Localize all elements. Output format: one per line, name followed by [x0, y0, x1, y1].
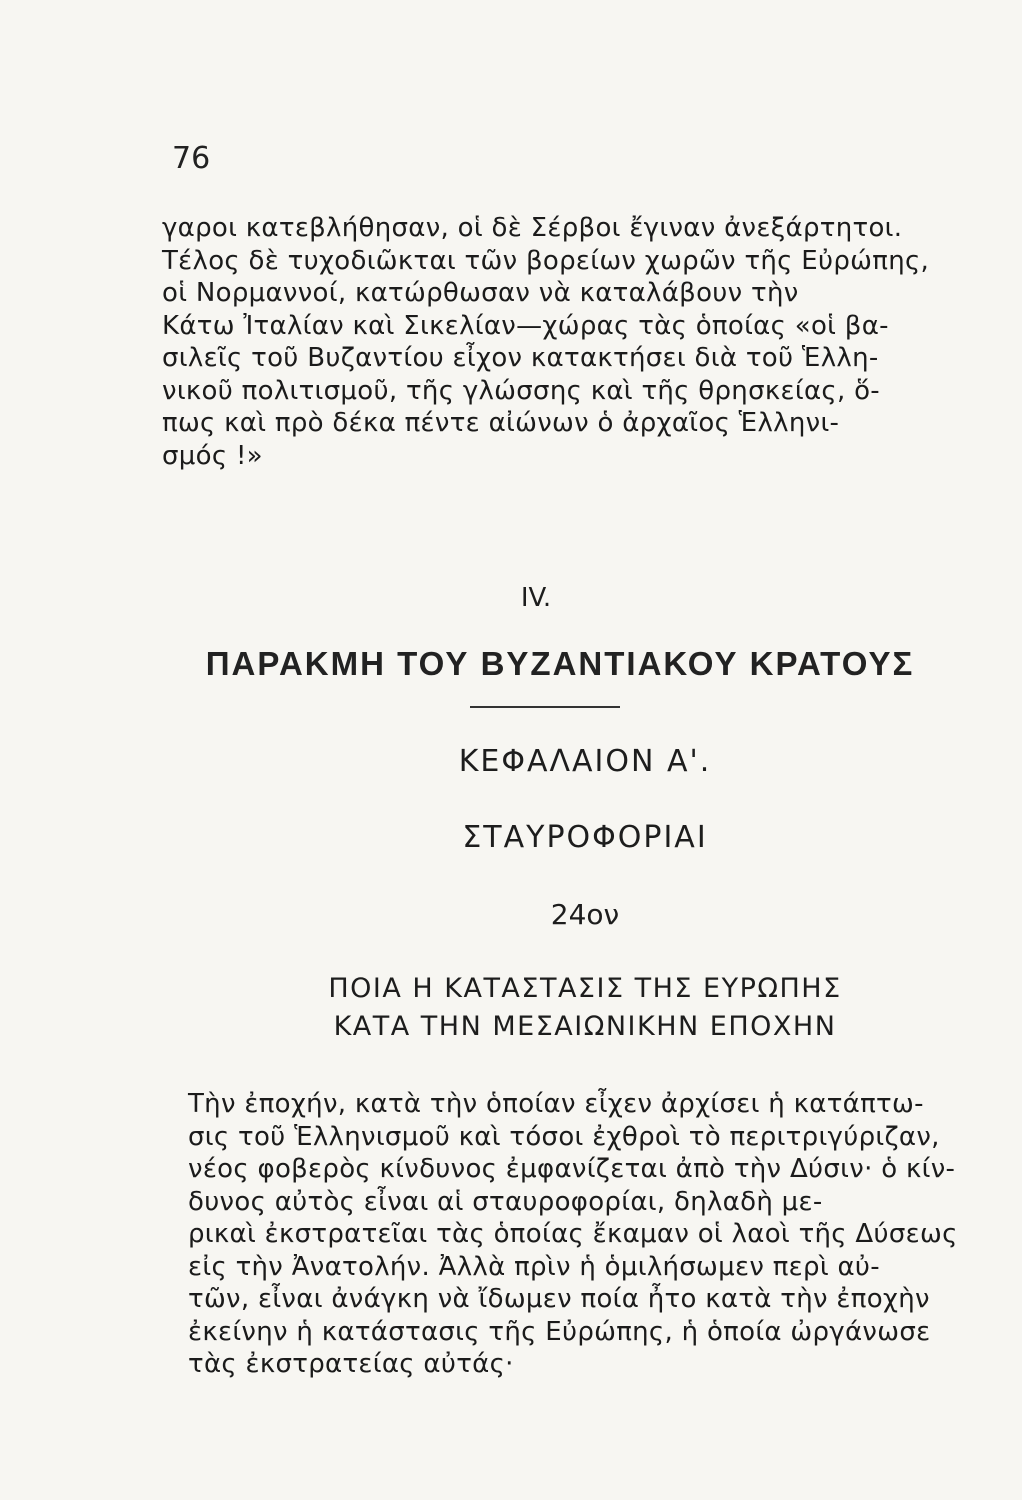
section-title	[150, 970, 1020, 1046]
text-line: εἰς τὴν Ἀνατολήν. Ἀλλὰ πρὶν ἡ ὁμιλήσωμεν περὶ αὐ-	[188, 1251, 880, 1282]
part-numeral: IV.	[520, 583, 552, 613]
text-line: σις τοῦ Ἑλληνισμοῦ καὶ τόσοι ἐχθροὶ τὸ περιτριγύριζαν,	[188, 1121, 940, 1152]
text-line: νικοῦ πολιτισμοῦ, τῆς γλώσσης καὶ τῆς θρησκείας, ὅ-	[162, 375, 880, 406]
text-line: Τὴν ἐποχήν, κατὰ τὴν ὁποίαν εἶχεν ἀρχίσει ἡ κατάπτω-	[188, 1089, 924, 1119]
title-divider	[470, 706, 620, 708]
chapter-label: ΚΕΦΑΛΑΙΟΝ Α'.	[458, 744, 712, 779]
text-line: Κάτω Ἰταλίαν καὶ Σικελίαν—χώρας τὰς ὁποίας «οἱ βα-	[162, 310, 889, 341]
lesson-number: 24ον	[550, 898, 620, 931]
paragraph-body	[188, 1088, 978, 1381]
text-line: οἱ Νορμαννοί, κατώρθωσαν νὰ καταλάβουν τὴν	[162, 278, 799, 308]
text-line: νέος φοβερὸς κίνδυνος ἐμφανίζεται ἀπὸ τὴν Δύσιν· ὁ κίν-	[188, 1154, 956, 1184]
chapter-subtitle: ΣΤΑΥΡΟΦΟΡΙΑΙ	[462, 820, 708, 855]
text-line: τὰς ἐκστρατείας αὐτάς·	[188, 1349, 514, 1379]
page-number: 76	[172, 141, 211, 176]
text-line: τῶν, εἶναι ἀνάγκη νὰ ἴδωμεν ποία ἦτο κατὰ τὴν ἐποχὴν	[188, 1284, 930, 1314]
text-line: δυνος αὐτὸς εἶναι αἱ σταυροφορίαι, δηλαδὴ με-	[188, 1186, 823, 1217]
paragraph-continuation	[162, 212, 962, 472]
text-line: Τέλος δὲ τυχοδιῶκται τῶν βορείων χωρῶν τῆς Εὐρώπης,	[162, 245, 930, 276]
text-line: ρικαὶ ἐκστρατεῖαι τὰς ὁποίας ἔκαμαν οἱ λαοὶ τῆς Δύσεως	[188, 1219, 958, 1249]
text-line: σιλεῖς τοῦ Βυζαντίου εἶχον κατακτήσει διὰ τοῦ Ἑλλη-	[162, 343, 879, 373]
main-title: ΠΑΡΑΚΜΗ ΤΟΥ ΒΥΖΑΝΤΙΑΚΟΥ ΚΡΑΤΟΥΣ	[205, 645, 915, 682]
text-line: πως καὶ πρὸ δέκα πέντε αἰώνων ὁ ἀρχαῖος Ἑλληνι-	[162, 408, 840, 438]
section-title-line: ΠΟΙΑ Η ΚΑΤΑΣΤΑΣΙΣ ΤΗΣ ΕΥΡΩΠΗΣ	[328, 973, 842, 1004]
section-title-line: ΚΑΤΑ ΤΗΝ ΜΕΣΑΙΩΝΙΚΗΝ ΕΠΟΧΗΝ	[333, 1011, 837, 1042]
text-line: ἐκείνην ἡ κατάστασις τῆς Εὐρώπης, ἡ ὁποία ὠργάνωσε	[188, 1316, 931, 1347]
text-line: σμός !»	[162, 440, 263, 471]
text-line: γαροι κατεβλήθησαν, οἱ δὲ Σέρβοι ἔγιναν ἀνεξάρτητοι.	[162, 213, 903, 243]
